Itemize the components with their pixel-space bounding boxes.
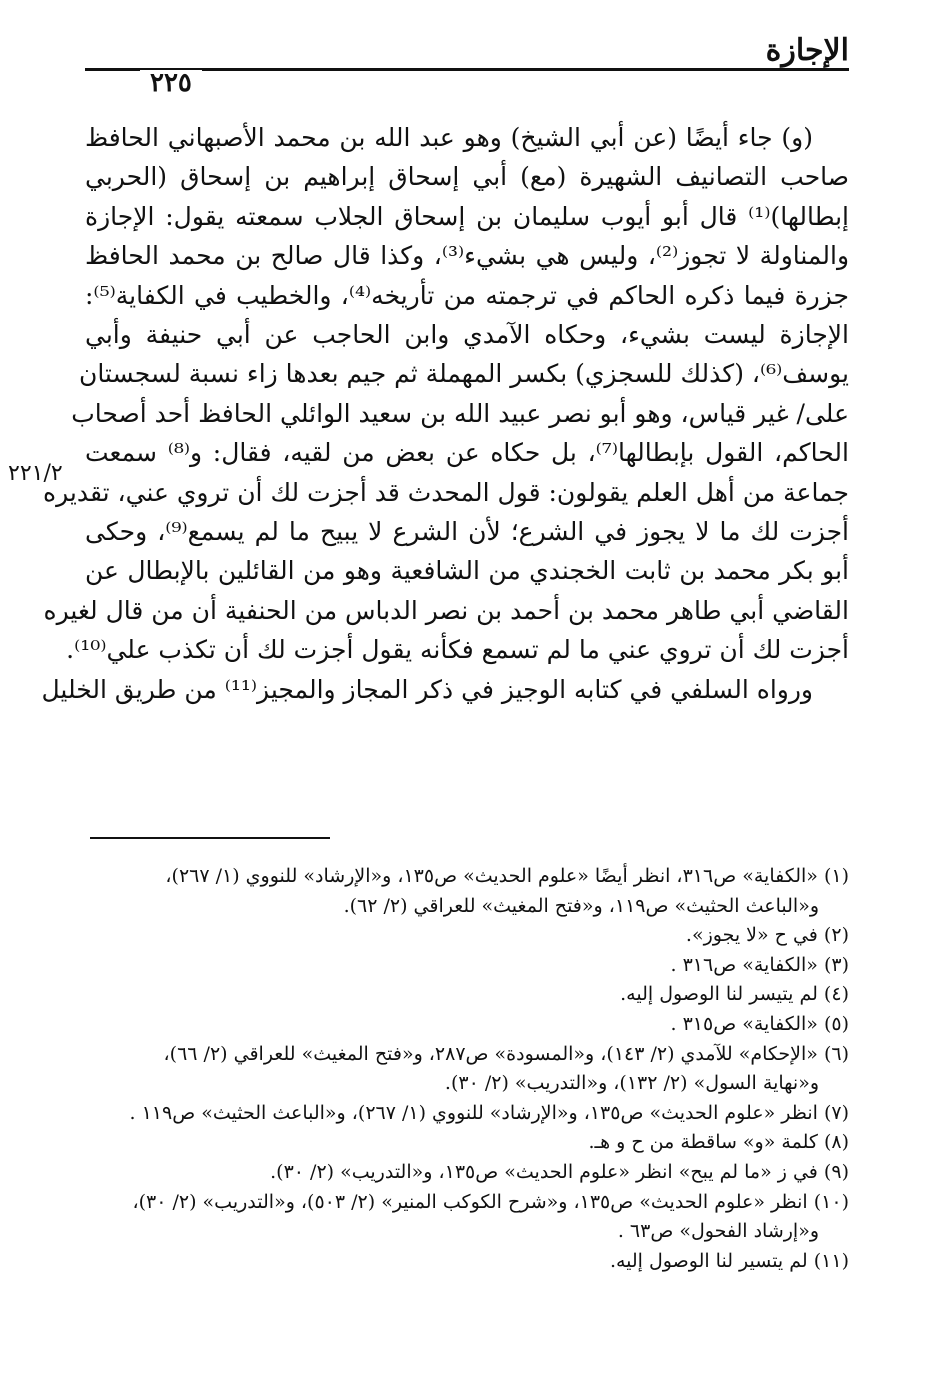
text-line: (و) جاء أيضًا (عن أبي الشيخ) وهو عبد الله بن محمد الأصبهاني الحافظ — [85, 123, 813, 152]
footnote-line: (٣) «الكفاية» ص٣١٦ . — [670, 953, 849, 976]
footnote-line: (٤) لم يتيسر لنا الوصول إليه. — [620, 983, 849, 1006]
footnotes — [85, 862, 849, 1276]
footnote-line: (١) «الكفاية» ص٣١٦، انظر أيضًا «علوم الحديث» ص١٣٥، و«الإرشاد» للنووي (١/ ٢٦٧)، — [165, 865, 849, 887]
footnote-line: و«إرشاد الفحول» ص٦٣ . — [617, 1220, 819, 1243]
text-line: يوسف⁽⁶⁾، (كذلك للسجزي) بكسر المهملة ثم جيم بعدها زاء نسبة لسجستان — [78, 359, 849, 389]
page-number: ٢٢٥ — [140, 70, 202, 96]
text-line: ورواه السلفي في كتابه الوجيز في ذكر المجاز والمجيز⁽¹¹⁾ من طريق الخليل — [41, 674, 813, 704]
text-line: والمناولة لا تجوز⁽²⁾، وليس هي بشيء⁽³⁾، وكذا قال صالح بن محمد الحافظ — [85, 241, 850, 271]
footnote-line: و«نهاية السول» (٢/ ١٣٢)، و«التدريب» (٢/ ٣٠). — [444, 1072, 819, 1095]
footnote-line: (٦) «الإحكام» للآمدي (٢/ ١٤٣)، و«المسودة» ص٢٨٧، و«فتح المغيث» للعراقي (٢/ ٦٦)، — [163, 1042, 849, 1065]
text-line: أبو بكر محمد بن ثابت الخجندي من الشافعية وهو من القائلين بالإبطال عن — [85, 556, 849, 586]
text-line: جماعة من أهل العلم يقولون: قول المحدث قد أجزت لك أن تروي عني، تقديره — [43, 477, 849, 507]
text-line: على/ غير قياس، وهو أبو نصر عبيد الله بن سعيد الوائلي الحافظ أحد أصحاب — [71, 398, 849, 428]
footnote-line: (٨) كلمة «و» ساقطة من ح و هـ. — [588, 1131, 849, 1154]
footnote-separator — [90, 837, 330, 839]
footnote-line: و«الباعث الحثيث» ص١١٩، و«فتح المغيث» للعراقي (٢/ ٦٢). — [343, 894, 819, 917]
footnote-line: (١١) لم يتسير لنا الوصول إليه. — [609, 1249, 849, 1272]
text-line: جزرة فيما ذكره الحاكم في ترجمته من تأريخه⁽⁴⁾، والخطيب في الكفاية⁽⁵⁾: — [85, 280, 849, 310]
text-line: الإجازة ليست بشيء، وحكاه الآمدي وابن الحاجب عن أبي حنيفة وأبي — [85, 320, 849, 350]
footnote-line: (١٠) انظر «علوم الحديث» ص١٣٥، و«شرح الكوكب المنير» (٢/ ٥٠٣)، و«التدريب» (٢/ ٣٠)، — [132, 1190, 849, 1213]
text-line: إبطالها)⁽¹⁾ قال أبو أيوب سليمان بن إسحاق الجلاب سمعته يقول: الإجازة — [85, 201, 849, 231]
main-text — [41, 118, 850, 709]
margin-reference-note: ٢٢١/٢ — [8, 461, 63, 486]
running-head-title: الإجازة — [765, 33, 849, 68]
footnote-line: (٢) في ح «لا يجوز». — [685, 924, 849, 947]
footnote-line: (٧) انظر «علوم الحديث» ص١٣٥، و«الإرشاد» للنووي (١/ ٢٦٧)، و«الباعث الحثيث» ص١١٩ . — [129, 1101, 849, 1124]
footnote-line: (٩) في ز «ما لم يبح» انظر «علوم الحديث» ص١٣٥، و«التدريب» (٢/ ٣٠). — [270, 1160, 849, 1183]
text-line: أجزت لك أن تروي عني ما لم تسمع فكأنه يقول أجزت لك أن تكذب علي⁽¹⁰⁾. — [66, 635, 849, 665]
text-line: القاضي أبي طاهر محمد بن أحمد بن نصر الدباس من الحنفية أن من قال لغيره — [43, 595, 849, 625]
text-line: الحاكم، القول بإبطالها⁽⁷⁾، بل حكاه عن بعض من لقيه، فقال: و⁽⁸⁾ سمعت — [85, 438, 849, 468]
footnote-line: (٥) «الكفاية» ص٣١٥ . — [670, 1012, 849, 1035]
text-line: أجزت لك ما لا يجوز في الشرع؛ لأن الشرع لا يبيح ما لم يسمع⁽⁹⁾، وحكى — [85, 517, 849, 547]
text-line: صاحب التصانيف الشهيرة (مع) أبي إسحاق إبراهيم بن إسحاق (الحربي — [85, 162, 849, 192]
